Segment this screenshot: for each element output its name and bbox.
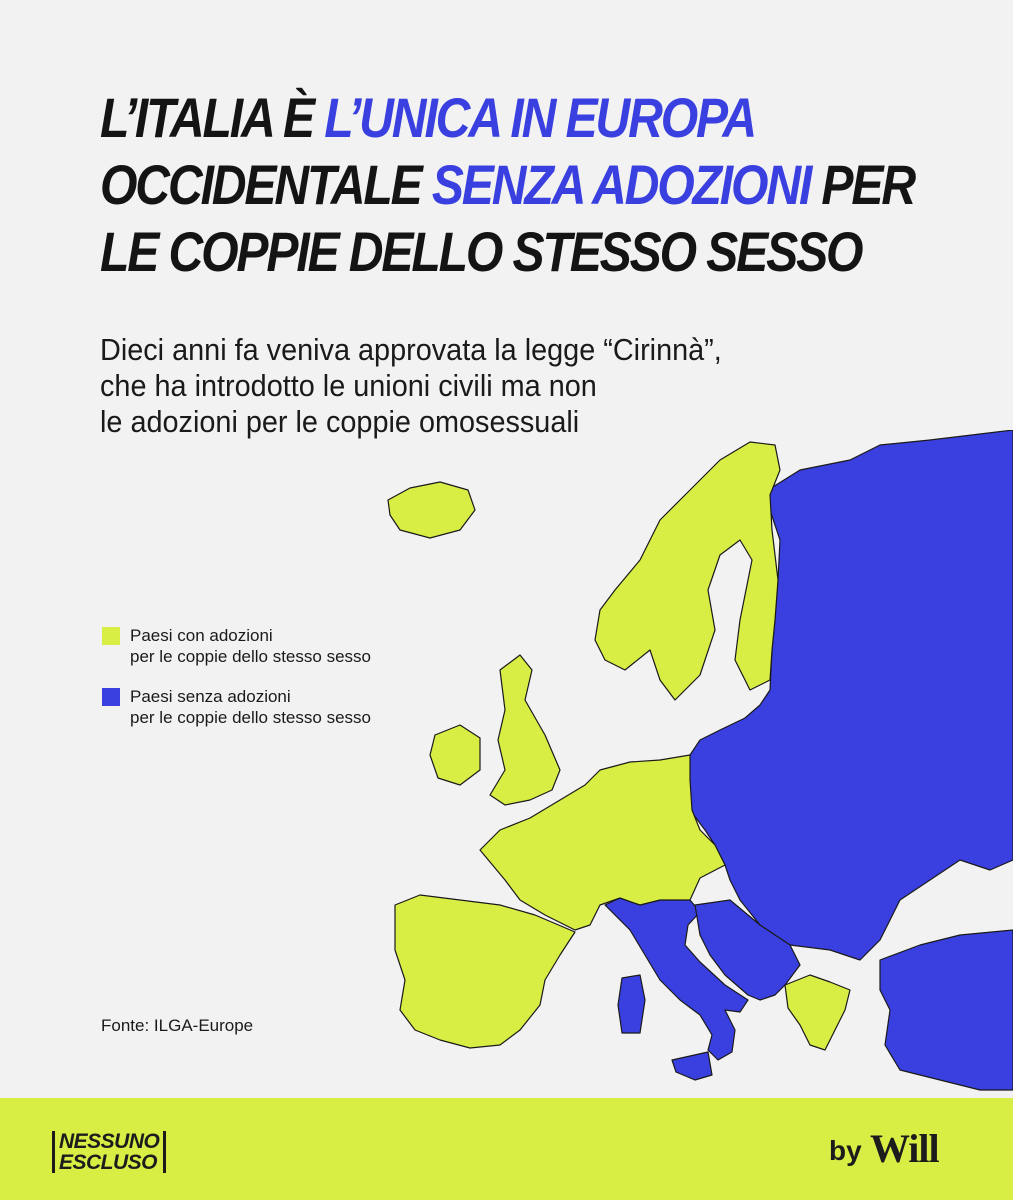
brand-logo-line-1: NESSUNO	[59, 1130, 160, 1153]
brand-logo-line-2: ESCLUSO	[59, 1151, 158, 1174]
headline-part-3: OCCIDENTALE	[100, 153, 432, 216]
legend-swatch-without-adoption	[102, 688, 120, 706]
legend-label-without-line-2: per le coppie dello stesso sesso	[130, 708, 371, 727]
legend-item-with-adoption	[102, 625, 371, 667]
subtitle-line-1: Dieci anni fa veniva approvata la legge “Cirinnà”,	[100, 332, 722, 367]
headline-highlight-2: SENZA ADOZIONI	[431, 153, 811, 216]
legend-label-with-line-1: Paesi con adozioni	[130, 626, 273, 645]
region-sardinia	[618, 975, 645, 1033]
headline-part-5: PER	[810, 153, 915, 216]
headline	[100, 84, 915, 285]
legend-label-with-line-2: per le coppie dello stesso sesso	[130, 647, 371, 666]
subtitle-line-3: le adozioni per le coppie omosessuali	[100, 404, 580, 439]
region-iberia	[395, 895, 575, 1048]
region-british-isles	[490, 655, 560, 805]
region-scandinavia	[595, 442, 780, 700]
headline-part-6: LE COPPIE DELLO STESSO SESSO	[100, 220, 862, 283]
subtitle	[100, 332, 751, 440]
europe-map	[0, 430, 1013, 1098]
headline-part-1: L’ITALIA È	[100, 86, 325, 149]
region-turkey	[880, 930, 1013, 1090]
legend-item-without-adoption	[102, 686, 371, 728]
nessuno-escluso-logo	[52, 1131, 166, 1173]
region-ireland	[430, 725, 480, 785]
region-sicily	[672, 1052, 712, 1080]
legend-label-without-line-1: Paesi senza adozioni	[130, 687, 291, 706]
by-label: by	[829, 1135, 862, 1166]
region-iceland	[388, 482, 475, 538]
headline-highlight-1: L’UNICA IN EUROPA	[324, 86, 756, 149]
region-greece	[785, 975, 850, 1050]
source-note: Fonte: ILGA-Europe	[101, 1016, 254, 1035]
subtitle-line-2: che ha introdotto le unioni civili ma non	[100, 368, 597, 403]
will-logo: Will	[870, 1126, 939, 1171]
legend-swatch-with-adoption	[102, 627, 120, 645]
